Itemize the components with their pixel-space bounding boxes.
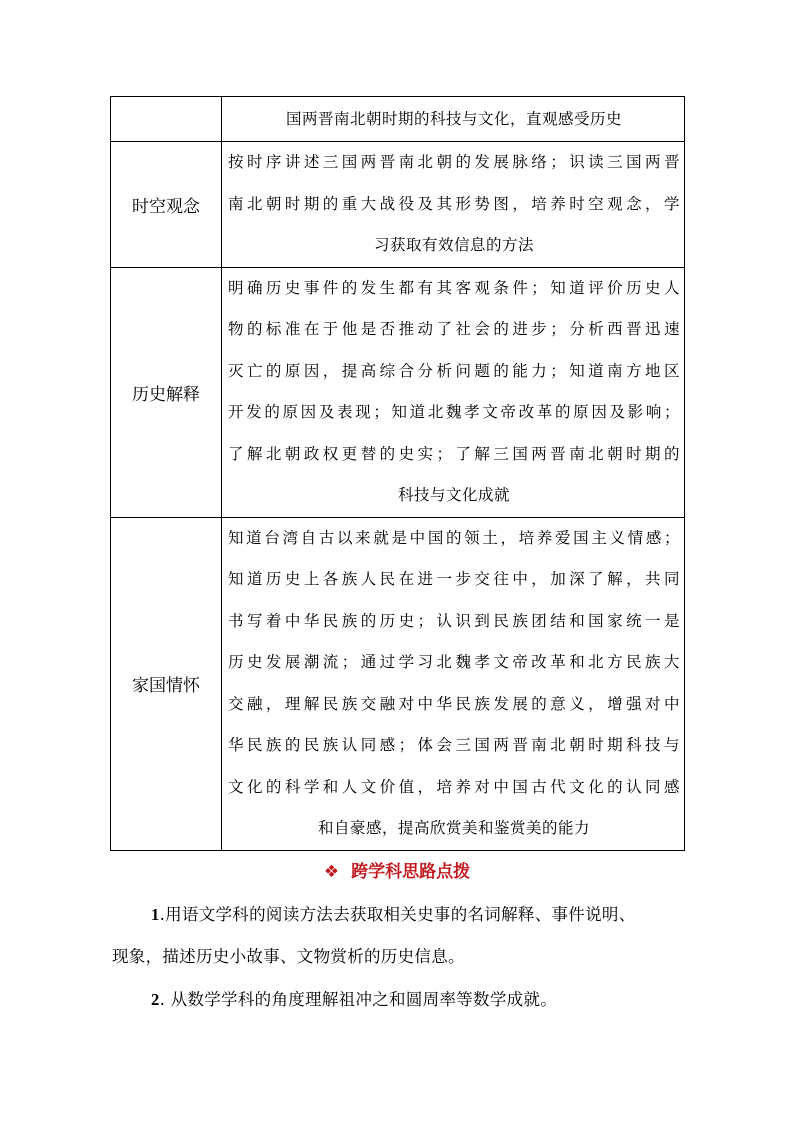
content-line: 知道历史上各族人民在进一步交往中，加深了解，共同 [228,570,680,588]
table-row [111,142,685,268]
section-title: 跨学科思路点拨 [351,862,471,882]
table-row [111,97,685,142]
table-row [111,517,685,850]
point-text: . 从数学学科的角度理解祖冲之和圆周率等数学成就。 [159,990,558,1009]
row-label-historical-interpretation: 历史解释 [111,267,222,517]
row-content [222,517,685,850]
content-line: 物的标准在于他是否推动了社会的进步；分析西晋迅速 [228,320,680,338]
objectives-table [110,96,685,851]
content-line: 和自豪感，提高欣赏美和鉴赏美的能力 [317,819,590,837]
point-2 [151,986,557,1010]
content-line: 灭亡的原因，提高综合分析问题的能力；知道南方地区 [228,361,680,380]
section-heading [0,857,794,882]
row-label [111,97,222,142]
content-line: 科技与文化成就 [397,486,510,504]
table-row [111,267,685,517]
content-line: 习获取有效信息的方法 [373,236,534,254]
row-content [222,97,685,142]
row-label-patriotism: 家国情怀 [111,517,222,850]
content-line: 华民族的民族认同感；体会三国两晋南北朝时期科技与 [228,736,680,754]
content-line: 知道台湾自古以来就是中国的领土，培养爱国主义情感； [228,528,680,547]
content-line: 南北朝时期的重大战役及其形势图，培养时空观念，学 [228,194,680,213]
content-line: 国两晋南北朝时期的科技与文化，直观感受历史 [285,110,622,128]
content-line: 明确历史事件的发生都有其客观条件；知道评价历史人 [228,278,680,297]
content-line: 书写着中华民族的历史；认识到民族团结和国家统一是 [228,611,680,630]
content-line: 按时序讲述三国两晋南北朝的发展脉络；识读三国两晋 [228,153,680,171]
point-1-line-2: 现象，描述历史小故事、文物赏析的历史信息。 [112,947,465,966]
point-number: 1 [151,905,160,924]
content-line: 开发的原因及表现；知道北魏孝文帝改革的原因及影响； [228,403,680,421]
point-1-line-1 [151,901,636,925]
point-text: .用语文学科的阅读方法去获取相关史事的名词解释、事件说明、 [159,905,636,924]
diamond-bullet-icon: ❖ [323,862,340,882]
row-label-spatiotemporal: 时空观念 [111,142,222,268]
content-line: 文化的科学和人文价值，培养对中国古代文化的认同感 [228,777,680,796]
point-number: 2 [151,990,160,1009]
row-content [222,267,685,517]
content-line: 历史发展潮流；通过学习北魏孝文帝改革和北方民族大 [228,653,680,671]
row-content [222,142,685,268]
content-line: 了解北朝政权更替的史实；了解三国两晋南北朝时期的 [228,444,680,463]
content-line: 交融，理解民族交融对中华民族发展的意义，增强对中 [228,694,680,713]
